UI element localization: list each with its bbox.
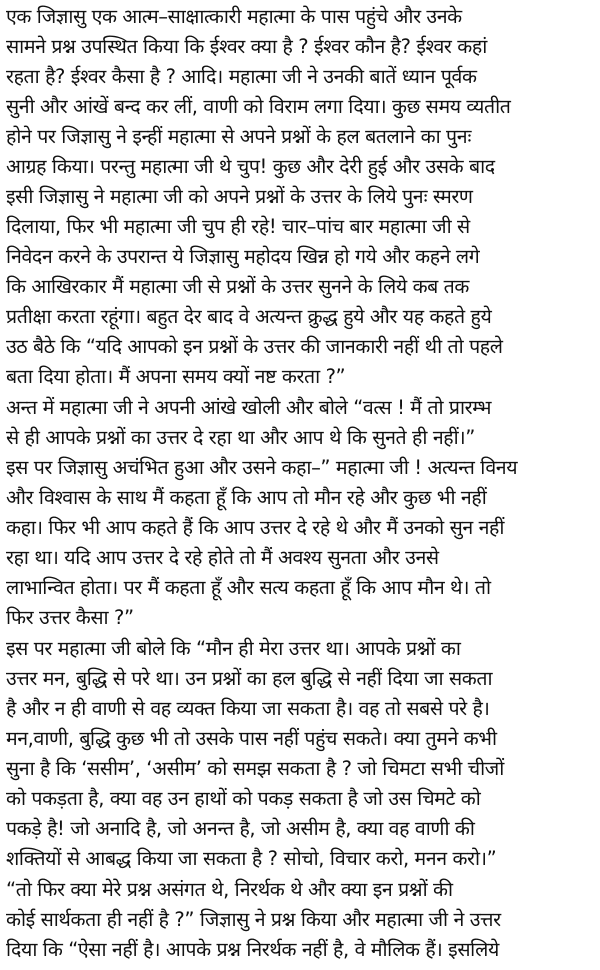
text-line: इस पर जिज्ञासु अचंभित हुआ और उसने कहा–” महात्मा जी ! अत्यन्त विनय [6, 456, 518, 479]
text-line: उत्तर मन, बुद्धि से परे था। उन प्रश्नों का हल बुद्धि से नहीं दिया जा सकता [6, 667, 493, 690]
text-line: इस पर महात्मा जी बोले कि “मौन ही मेरा उत्तर था। आपके प्रश्नों का [6, 637, 461, 660]
text-line: है और न ही वाणी से वह व्यक्त किया जा सकता है। वह तो सबसे परे है। [6, 697, 490, 720]
text-line: कहा। फिर भी आप कहते हैं कि आप उत्तर दे रहे थे और मैं उनको सुन नहीं [6, 516, 505, 539]
text-line: इसी जिज्ञासु ने महात्मा जी को अपने प्रश्नों के उत्तर के लिये पुनः स्मरण [6, 185, 473, 208]
text-line: और विश्वास के साथ मैं कहता हूँ कि आप तो मौन रहे और कुछ भी नहीं [6, 486, 487, 509]
text-line: कोई सार्थकता ही नहीं है ?” जिज्ञासु ने प्रश्न किया और महात्मा जी ने उत्तर [6, 908, 501, 931]
text-line: लाभान्वित होता। पर मैं कहता हूँ और सत्य कहता हूँ कि आप मौन थे। तो [6, 576, 491, 599]
text-line: सुना है कि ‘ससीम’, ‘असीम’ को समझ सकता है ? जो चिमटा सभी चीजों [6, 757, 504, 780]
text-line: उठ बैठे कि “यदि आपको इन प्रश्नों के उत्तर की जानकारी नहीं थी तो पहले [6, 335, 503, 358]
text-line: सुनी और आंखें बन्द कर लीं, वाणी को विराम लगा दिया। कुछ समय व्यतीत [6, 95, 511, 118]
text-line: रहा था। यदि आप उत्तर दे रहे होते तो मैं अवश्य सुनता और उनसे [6, 546, 439, 569]
text-line: शक्तियों से आबद्ध किया जा सकता है ? सोचो, विचार करो, मनन करो।” [6, 847, 497, 870]
text-line: को पकड़ता है, क्या वह उन हाथों को पकड़ सकता है जो उस चिमटे को [6, 787, 481, 810]
text-line: रहता है? ईश्वर कैसा है ? आदि। महात्मा जी ने उनकी बातें ध्यान पूर्वक [6, 65, 477, 88]
text-line: से ही आपके प्रश्नों का उत्तर दे रहा था और आप थे कि सुनते ही नहीं।” [6, 426, 475, 449]
text-line: “तो फिर क्या मेरे प्रश्न असंगत थे, निरर्थक थे और क्या इन प्रश्नों की [6, 878, 453, 901]
text-line: सामने प्रश्न उपस्थित किया कि ईश्वर क्या है ? ईश्वर कौन है? ईश्वर कहां [6, 35, 487, 58]
text-line: एक जिज्ञासु एक आत्म–साक्षात्कारी महात्मा के पास पहुंचे और उनके [6, 5, 462, 28]
text-line: दिलाया, फिर भी महात्मा जी चुप ही रहे! चार–पांच बार महात्मा जी से [6, 215, 470, 238]
text-line: फिर उत्तर कैसा ?” [6, 606, 134, 629]
text-line: दिया कि “ऐसा नहीं है। आपके प्रश्न निरर्थक नहीं है, वे मौलिक हैं। इसलिये [6, 938, 499, 961]
text-line: कि आखिरकार मैं महात्मा जी से प्रश्नों के उत्तर सुनने के लिये कब तक [6, 275, 469, 298]
text-line: अन्त में महात्मा जी ने अपनी आंखे खोली और बोले “वत्स ! मैं तो प्रारम्भ [6, 396, 492, 419]
text-line: बता दिया होता। मैं अपना समय क्यों नष्ट करता ?” [6, 365, 346, 388]
text-line: मन,वाणी, बुद्धि कुछ भी तो उसके पास नहीं पहुंच सकते। क्या तुमने कभी [6, 727, 497, 750]
text-line: आग्रह किया। परन्तु महात्मा जी थे चुप! कुछ और देरी हुई और उसके बाद [6, 155, 495, 178]
text-line: होने पर जिज्ञासु ने इन्हीं महात्मा से अपने प्रश्नों के हल बतलाने का पुनः [6, 125, 472, 148]
text-line: प्रतीक्षा करता रहूंगा। बहुत देर बाद वे अत्यन्त क्रुद्ध हुये और यह कहते हुये [6, 305, 492, 328]
text-line: निवेदन करने के उपरान्त ये जिज्ञासु महोदय खिन्न हो गये और कहने लगे [6, 245, 480, 268]
text-line: पकड़े है! जो अनादि है, जो अनन्त है, जो असीम है, क्या वह वाणी की [6, 817, 475, 840]
